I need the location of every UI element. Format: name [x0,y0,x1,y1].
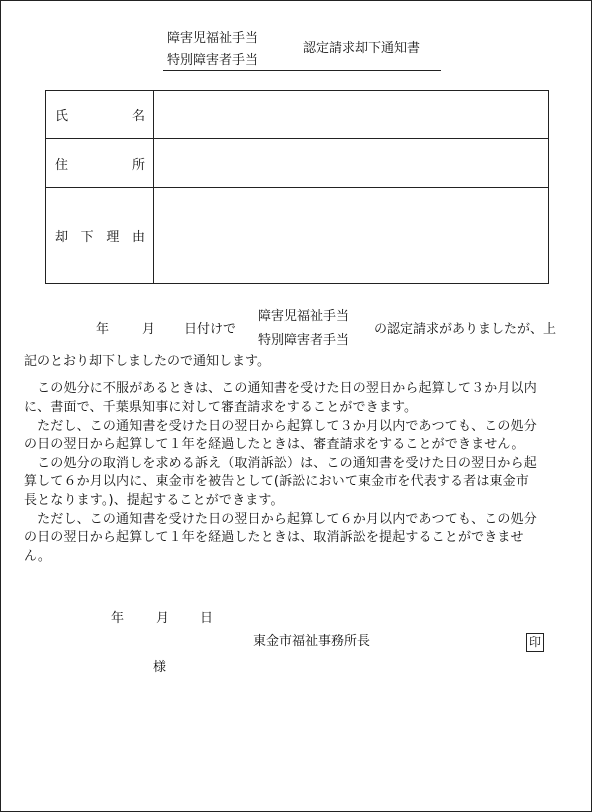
reason-value-cell [154,188,549,284]
name-label: 氏 名 [55,109,145,124]
footer-month-label: 月 [156,611,170,626]
header-allowance-line1: 障害児福祉手当 [167,31,259,46]
title-underline [163,70,441,71]
intro-line2: 記のとおり却下しましたので通知します。 [24,354,270,369]
address-value-cell [154,139,549,188]
intro-date-suffix: 日付けで [184,322,237,337]
document-title: 認定請求却下通知書 [303,41,421,56]
address-label-cell [46,139,154,188]
intro-allowance-line2: 特別障害者手当 [258,333,350,348]
addressee-suffix: 様 [153,660,167,675]
name-label-cell [46,91,154,139]
reason-label: 却 下 理 由 [55,230,145,245]
seal-stamp: 印 [526,633,544,652]
intro-month-label: 月 [142,322,156,337]
address-label: 住 所 [55,157,145,173]
issuer-name: 東金市福祉事務所長 [253,634,371,649]
name-row [46,91,549,139]
address-row [46,139,549,188]
notice-line: の日の翌日から起算して１年を経過したときは、取消訴訟を提起することができませ [24,530,524,545]
notice-line: に、書面で、千葉県知事に対して審査請求をすることができます。 [24,400,418,415]
footer-year-label: 年 [111,611,125,626]
notice-line: この処分の取消しを求める訴え（取消訴訟）は、この通知書を受けた日の翌日から起 [24,456,537,471]
intro-tail: の認定請求がありましたが、上 [374,322,557,337]
reason-row [46,188,549,284]
footer-day-label: 日 [200,611,214,626]
recipient-info-table [45,90,549,284]
header-allowance-line2: 特別障害者手当 [167,53,259,68]
notice-line: 長となります。)、提起することができます。 [24,493,284,508]
notice-line: ただし、この通知書を受けた日の翌日から起算して３か月以内であつても、この処分 [24,419,537,434]
intro-year-label: 年 [96,322,110,337]
notice-line: の日の翌日から起算して１年を経過したときは、審査請求をすることができません。 [24,437,525,452]
notice-line: ただし、この通知書を受けた日の翌日から起算して６か月以内であつても、この処分 [24,512,537,527]
notice-line: 算して６か月以内に、東金市を被告として(訴訟において東金市を代表する者は東金市 [24,474,529,489]
notice-line: ん。 [24,549,52,564]
notice-line: この処分に不服があるときは、この通知書を受けた日の翌日から起算して３か月以内 [24,381,537,396]
intro-allowance-line1: 障害児福祉手当 [258,309,350,324]
name-value-cell [154,91,549,139]
reason-label-cell [46,188,154,284]
